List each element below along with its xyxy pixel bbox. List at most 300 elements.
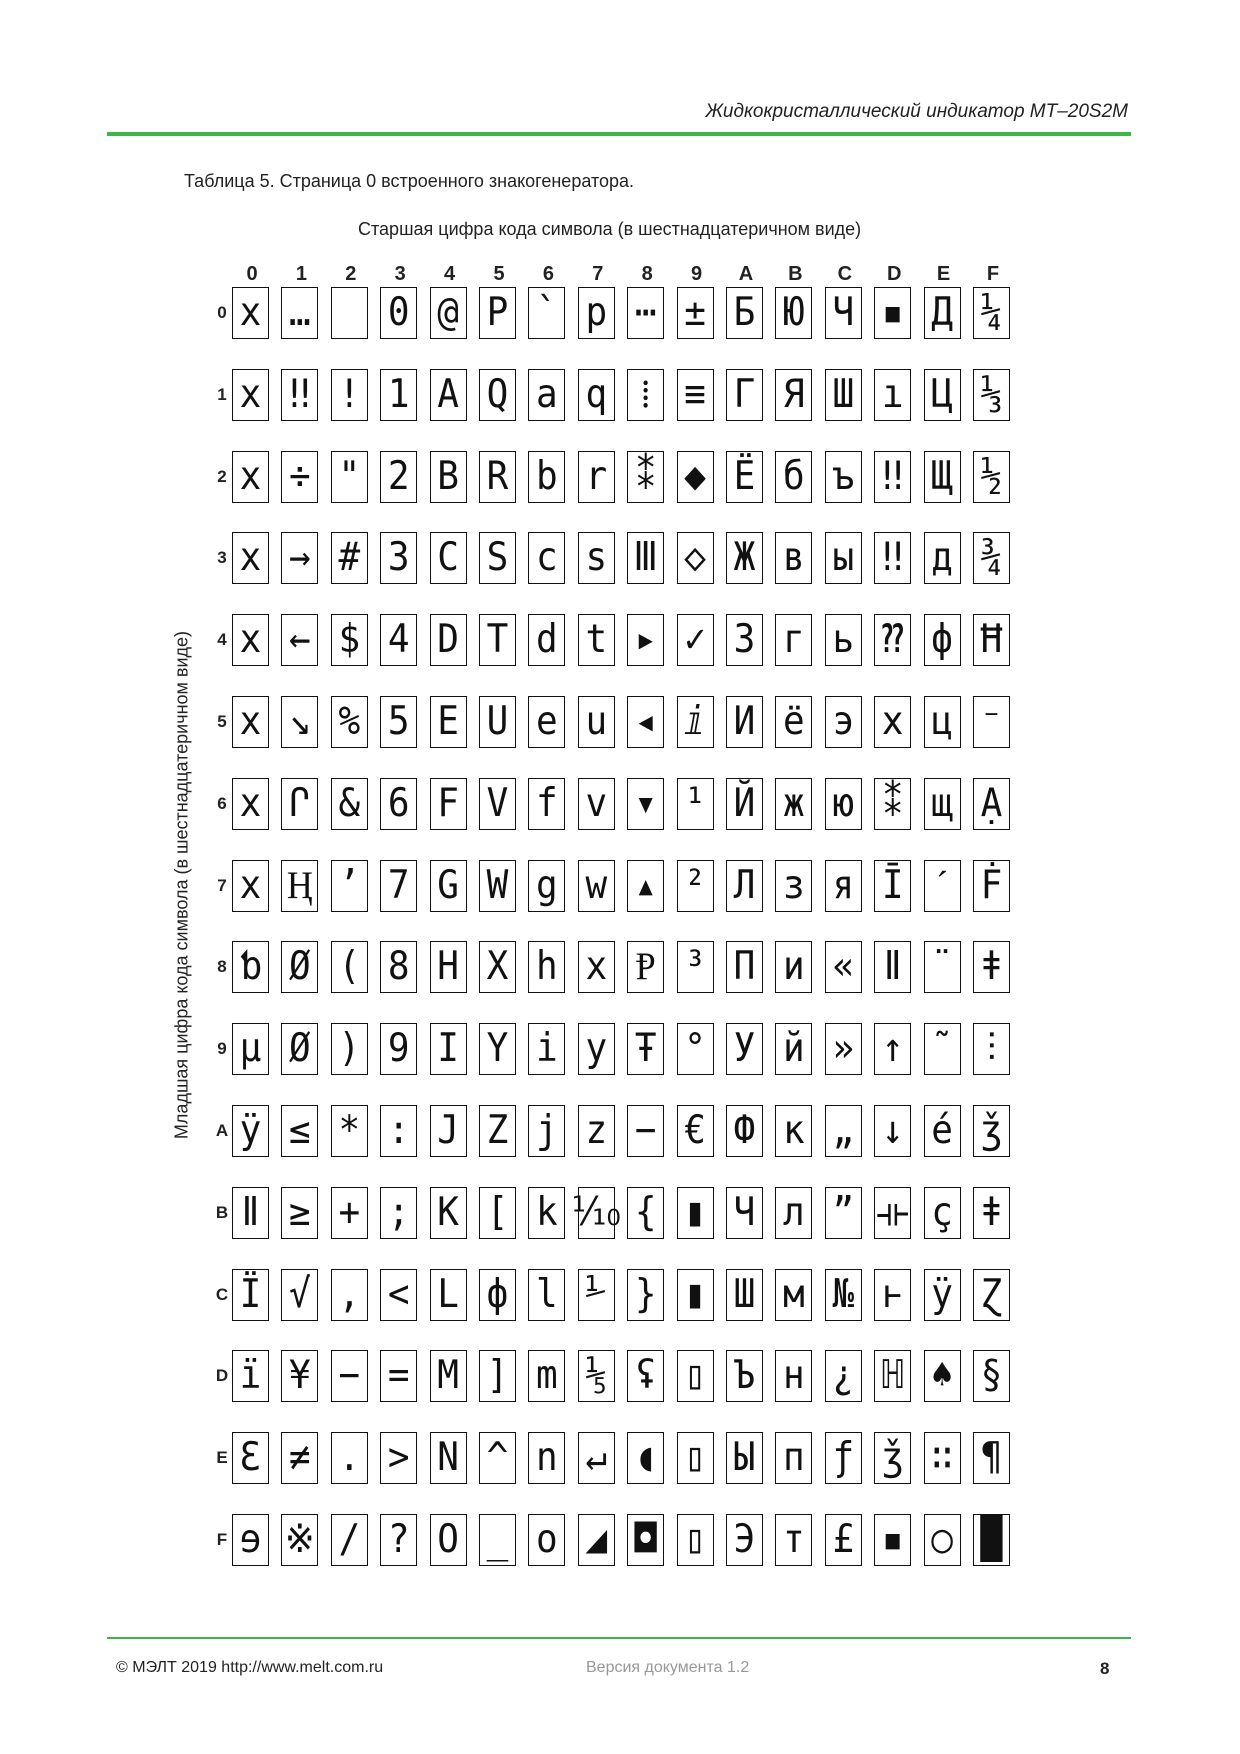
char-cell bbox=[331, 1350, 368, 1402]
char-cell bbox=[874, 860, 911, 912]
row-header: 9 bbox=[217, 1039, 227, 1059]
char-cell bbox=[430, 860, 467, 912]
char-cell bbox=[677, 287, 714, 339]
char-cell bbox=[331, 287, 368, 339]
char-cell bbox=[479, 941, 516, 993]
char-cell bbox=[775, 941, 812, 993]
char-glyph: И bbox=[733, 698, 756, 744]
char-cell bbox=[380, 1432, 417, 1484]
char-glyph: Ъ bbox=[733, 1353, 756, 1399]
char-glyph: ← bbox=[289, 617, 311, 663]
char-glyph: ф bbox=[486, 1271, 509, 1317]
char-glyph: Ч bbox=[733, 1189, 756, 1235]
char-glyph: ▯ bbox=[684, 1435, 706, 1481]
char-glyph: P bbox=[486, 289, 509, 335]
char-cell bbox=[528, 532, 565, 584]
char-glyph: ʢ bbox=[634, 1353, 657, 1399]
char-cell bbox=[726, 860, 763, 912]
char-cell bbox=[380, 532, 417, 584]
char-cell bbox=[430, 369, 467, 421]
char-cell bbox=[528, 1187, 565, 1239]
char-glyph: x bbox=[239, 371, 262, 417]
char-cell bbox=[924, 1350, 961, 1402]
char-glyph: : bbox=[387, 1107, 410, 1153]
char-cell bbox=[232, 1187, 269, 1239]
char-glyph: q bbox=[585, 371, 608, 417]
char-glyph: ½ bbox=[980, 453, 1003, 499]
row-header: 1 bbox=[217, 384, 227, 404]
char-glyph: ♠ bbox=[931, 1353, 953, 1399]
char-cell bbox=[528, 1023, 565, 1075]
char-glyph: Ы bbox=[733, 1435, 756, 1481]
char-glyph: █ bbox=[980, 1516, 1003, 1562]
char-glyph: ⅈ bbox=[684, 698, 706, 744]
char-cell bbox=[973, 369, 1010, 421]
char-cell bbox=[479, 696, 516, 748]
char-glyph: Ё bbox=[733, 453, 756, 499]
char-glyph: л bbox=[783, 1189, 805, 1235]
row-header: 4 bbox=[217, 630, 227, 650]
char-cell bbox=[430, 696, 467, 748]
char-cell bbox=[627, 532, 664, 584]
char-glyph: % bbox=[338, 698, 361, 744]
char-cell bbox=[677, 696, 714, 748]
char-cell bbox=[430, 1187, 467, 1239]
char-cell bbox=[825, 696, 862, 748]
char-glyph: Э bbox=[733, 1516, 756, 1562]
char-cell bbox=[726, 941, 763, 993]
char-glyph: x bbox=[239, 289, 262, 335]
char-glyph: ⅒ bbox=[571, 1189, 621, 1235]
row-axis-label-text: Младшая цифра кода символа (в шестнадцатеричном виде) bbox=[171, 630, 192, 1140]
char-cell bbox=[726, 778, 763, 830]
char-cell bbox=[825, 1269, 862, 1321]
char-glyph: Z bbox=[486, 1107, 509, 1153]
column-header: 4 bbox=[444, 263, 456, 285]
char-glyph: ◢ bbox=[585, 1516, 608, 1562]
char-cell bbox=[430, 778, 467, 830]
char-cell bbox=[331, 532, 368, 584]
char-glyph: ) bbox=[338, 1026, 361, 1072]
char-cell bbox=[973, 1350, 1010, 1402]
char-glyph: ⋯ bbox=[634, 289, 657, 335]
char-cell bbox=[479, 1187, 516, 1239]
char-cell bbox=[775, 1105, 812, 1157]
char-glyph: = bbox=[387, 1353, 410, 1399]
char-cell bbox=[825, 451, 862, 503]
char-glyph: „ bbox=[832, 1107, 855, 1153]
column-header: C bbox=[837, 263, 853, 285]
char-glyph: ц bbox=[931, 698, 953, 744]
char-glyph: 3 bbox=[387, 535, 410, 581]
char-cell bbox=[528, 287, 565, 339]
char-glyph: ç bbox=[931, 1189, 953, 1235]
char-glyph: ○ bbox=[931, 1516, 953, 1562]
char-cell bbox=[677, 1514, 714, 1566]
char-cell bbox=[825, 532, 862, 584]
char-cell bbox=[281, 860, 318, 912]
char-glyph: ± bbox=[684, 289, 706, 335]
char-glyph: E bbox=[437, 698, 459, 744]
char-cell bbox=[627, 1514, 664, 1566]
char-cell bbox=[232, 614, 269, 666]
char-cell bbox=[479, 860, 516, 912]
char-cell bbox=[528, 1514, 565, 1566]
char-glyph: u bbox=[585, 698, 608, 744]
char-cell bbox=[331, 1105, 368, 1157]
char-glyph: x bbox=[239, 453, 262, 499]
char-glyph: ж bbox=[783, 780, 805, 826]
footer-rule bbox=[107, 1637, 1131, 1639]
row-header: A bbox=[215, 1121, 229, 1140]
char-cell bbox=[479, 1514, 516, 1566]
char-cell bbox=[528, 369, 565, 421]
char-glyph: Д bbox=[931, 289, 953, 335]
char-cell bbox=[331, 696, 368, 748]
char-cell bbox=[380, 1269, 417, 1321]
char-glyph: v bbox=[585, 780, 608, 826]
char-glyph: и bbox=[783, 944, 805, 990]
char-cell bbox=[528, 614, 565, 666]
char-glyph: 9 bbox=[387, 1026, 410, 1072]
char-glyph: & bbox=[338, 780, 361, 826]
char-cell bbox=[874, 369, 911, 421]
char-cell bbox=[677, 1269, 714, 1321]
char-cell bbox=[479, 1105, 516, 1157]
char-glyph: Ạ bbox=[980, 780, 1003, 826]
char-cell bbox=[232, 1432, 269, 1484]
char-cell bbox=[232, 1350, 269, 1402]
char-cell bbox=[479, 369, 516, 421]
char-glyph: [ bbox=[486, 1189, 509, 1235]
char-glyph: я bbox=[832, 862, 855, 908]
page-number: 8 bbox=[1100, 1659, 1110, 1678]
char-glyph: ⁻ bbox=[980, 698, 1003, 744]
char-cell bbox=[430, 1350, 467, 1402]
char-cell bbox=[924, 778, 961, 830]
char-glyph: ɘ bbox=[239, 1516, 262, 1562]
char-cell bbox=[232, 778, 269, 830]
char-cell bbox=[479, 1023, 516, 1075]
char-cell bbox=[232, 696, 269, 748]
char-cell bbox=[825, 614, 862, 666]
char-cell bbox=[528, 941, 565, 993]
char-glyph: e bbox=[536, 698, 558, 744]
char-glyph: Ж bbox=[733, 535, 756, 581]
char-cell bbox=[874, 287, 911, 339]
char-cell bbox=[973, 1187, 1010, 1239]
char-cell bbox=[331, 941, 368, 993]
column-axis-label: Старшая цифра кода символа (в шестнадцатеричном виде) bbox=[358, 219, 862, 239]
row-header: E bbox=[216, 1448, 228, 1468]
char-glyph: c bbox=[536, 535, 558, 581]
char-glyph: ≠ bbox=[289, 1435, 311, 1481]
char-cell bbox=[973, 778, 1010, 830]
char-cell bbox=[232, 1514, 269, 1566]
char-glyph: ※ bbox=[284, 1516, 315, 1562]
char-cell bbox=[232, 1269, 269, 1321]
char-cell bbox=[232, 287, 269, 339]
row-header: 0 bbox=[217, 303, 227, 322]
char-cell bbox=[924, 614, 961, 666]
char-glyph: Ю bbox=[783, 289, 805, 335]
char-cell bbox=[627, 778, 664, 830]
char-cell bbox=[578, 1269, 615, 1321]
char-cell bbox=[825, 1350, 862, 1402]
char-cell bbox=[578, 1514, 615, 1566]
char-cell bbox=[973, 614, 1010, 666]
char-cell bbox=[726, 287, 763, 339]
char-glyph: п bbox=[783, 1435, 805, 1481]
char-cell bbox=[874, 1350, 911, 1402]
char-cell bbox=[232, 451, 269, 503]
char-cell bbox=[825, 1187, 862, 1239]
char-glyph: x bbox=[585, 944, 608, 990]
char-glyph: F bbox=[437, 780, 459, 826]
char-cell bbox=[924, 1187, 961, 1239]
char-cell bbox=[430, 1105, 467, 1157]
char-glyph: Й bbox=[733, 780, 756, 826]
char-glyph: ” bbox=[832, 1189, 855, 1235]
column-header: 2 bbox=[345, 263, 357, 285]
char-cell bbox=[627, 1432, 664, 1484]
char-cell bbox=[281, 1432, 318, 1484]
char-glyph: R bbox=[486, 453, 509, 499]
char-cell bbox=[775, 696, 812, 748]
char-glyph: r bbox=[585, 453, 608, 499]
char-glyph: 0 bbox=[387, 289, 410, 335]
char-cell bbox=[281, 778, 318, 830]
char-cell bbox=[973, 1432, 1010, 1484]
char-cell bbox=[677, 860, 714, 912]
char-glyph: a bbox=[536, 371, 558, 417]
char-glyph: j bbox=[536, 1107, 558, 1153]
row-header: 5 bbox=[217, 712, 227, 731]
char-glyph: П bbox=[733, 944, 756, 990]
char-cell bbox=[627, 696, 664, 748]
char-glyph: … bbox=[289, 289, 311, 335]
char-cell bbox=[775, 287, 812, 339]
char-glyph: Ш bbox=[733, 1271, 756, 1317]
char-cell bbox=[677, 941, 714, 993]
char-glyph: é bbox=[931, 1107, 953, 1153]
char-glyph: ф bbox=[931, 617, 953, 663]
char-glyph: » bbox=[832, 1026, 855, 1072]
char-glyph: ! bbox=[338, 371, 361, 417]
char-glyph: ˜ bbox=[931, 1026, 953, 1072]
char-cell bbox=[924, 451, 961, 503]
column-header: D bbox=[886, 263, 902, 285]
char-glyph: ⫶ bbox=[987, 1026, 996, 1072]
char-cell bbox=[578, 451, 615, 503]
char-glyph: 6 bbox=[387, 780, 410, 826]
char-glyph: ⅟ bbox=[585, 1271, 608, 1317]
char-glyph: S bbox=[486, 535, 509, 581]
char-glyph: " bbox=[338, 453, 361, 499]
char-glyph: 7 bbox=[387, 862, 410, 908]
char-cell bbox=[380, 696, 417, 748]
char-glyph: ⅓ bbox=[980, 371, 1003, 417]
char-glyph: d bbox=[536, 617, 558, 663]
char-glyph: Ф bbox=[733, 1107, 756, 1153]
char-cell bbox=[430, 287, 467, 339]
char-cell bbox=[430, 1514, 467, 1566]
char-glyph: ⱶ bbox=[881, 1271, 904, 1317]
char-cell bbox=[331, 369, 368, 421]
char-glyph: ( bbox=[338, 944, 361, 990]
char-cell bbox=[775, 451, 812, 503]
char-glyph: I bbox=[437, 1026, 459, 1072]
char-cell bbox=[924, 696, 961, 748]
char-cell bbox=[677, 451, 714, 503]
char-glyph: э bbox=[832, 698, 855, 744]
char-cell bbox=[380, 614, 417, 666]
char-glyph: L bbox=[437, 1271, 459, 1317]
char-cell bbox=[528, 1105, 565, 1157]
char-cell bbox=[281, 369, 318, 421]
char-cell bbox=[825, 1514, 862, 1566]
char-cell bbox=[578, 860, 615, 912]
char-cell bbox=[232, 860, 269, 912]
char-glyph: W bbox=[486, 862, 509, 908]
char-cell bbox=[380, 451, 417, 503]
char-cell bbox=[973, 1514, 1010, 1566]
char-cell bbox=[677, 369, 714, 421]
char-cell bbox=[627, 1105, 664, 1157]
char-glyph: O bbox=[437, 1516, 459, 1562]
char-glyph: Ɀ bbox=[980, 1271, 1003, 1317]
char-cell bbox=[874, 778, 911, 830]
char-cell bbox=[380, 369, 417, 421]
char-cell bbox=[578, 1105, 615, 1157]
column-header: A bbox=[738, 263, 754, 285]
char-glyph: G bbox=[437, 862, 459, 908]
char-glyph: { bbox=[634, 1189, 657, 1235]
char-glyph: h bbox=[536, 944, 558, 990]
char-cell bbox=[775, 1350, 812, 1402]
char-glyph: } bbox=[634, 1271, 657, 1317]
char-glyph: ǯ bbox=[980, 1107, 1003, 1153]
char-cell bbox=[874, 696, 911, 748]
char-glyph: x bbox=[239, 535, 262, 581]
char-glyph: / bbox=[338, 1516, 361, 1562]
char-glyph: Ᵽ bbox=[635, 944, 656, 990]
char-glyph: ◇ bbox=[684, 535, 706, 581]
char-cell bbox=[232, 532, 269, 584]
char-glyph: ⁑ bbox=[636, 453, 655, 499]
char-glyph: Ŧ bbox=[634, 1026, 657, 1072]
char-glyph: Ⅱ bbox=[883, 944, 902, 990]
char-glyph: * bbox=[338, 1107, 361, 1153]
char-cell bbox=[726, 1187, 763, 1239]
char-cell bbox=[331, 1187, 368, 1239]
char-cell bbox=[874, 614, 911, 666]
char-glyph: z bbox=[585, 1107, 608, 1153]
char-glyph: n bbox=[536, 1435, 558, 1481]
char-glyph: ∷ bbox=[931, 1435, 953, 1481]
char-cell bbox=[677, 532, 714, 584]
char-cell bbox=[973, 1023, 1010, 1075]
char-glyph: ° bbox=[684, 1026, 706, 1072]
char-cell bbox=[677, 778, 714, 830]
char-glyph: b bbox=[536, 453, 558, 499]
char-glyph: ï bbox=[239, 1353, 262, 1399]
char-glyph: б bbox=[783, 453, 805, 499]
row-header: 7 bbox=[217, 875, 227, 895]
char-glyph: ǯ bbox=[881, 1435, 904, 1481]
char-glyph: ’ bbox=[338, 862, 361, 908]
char-cell bbox=[232, 369, 269, 421]
char-cell bbox=[874, 1269, 911, 1321]
char-glyph: > bbox=[387, 1435, 410, 1481]
char-glyph: Ħ bbox=[980, 617, 1003, 663]
char-cell bbox=[973, 941, 1010, 993]
char-cell bbox=[677, 1023, 714, 1075]
column-header: 5 bbox=[493, 263, 505, 285]
char-cell bbox=[874, 1514, 911, 1566]
char-cell bbox=[281, 287, 318, 339]
char-cell bbox=[775, 1187, 812, 1239]
char-glyph: ▾ bbox=[634, 780, 657, 826]
char-cell bbox=[627, 860, 664, 912]
char-cell bbox=[973, 1105, 1010, 1157]
char-cell bbox=[430, 1269, 467, 1321]
char-glyph: § bbox=[980, 1353, 1003, 1399]
char-glyph: ¨ bbox=[931, 944, 953, 990]
char-cell bbox=[874, 532, 911, 584]
char-cell bbox=[281, 941, 318, 993]
char-cell bbox=[627, 1187, 664, 1239]
page-header-title: Жидкокристаллический индикатор MT–20S2M bbox=[705, 101, 1128, 122]
char-cell bbox=[528, 696, 565, 748]
column-header: 6 bbox=[542, 263, 554, 285]
row-header: 8 bbox=[217, 957, 227, 977]
char-cell bbox=[479, 614, 516, 666]
char-glyph: ы bbox=[832, 535, 855, 581]
char-glyph: V bbox=[486, 780, 509, 826]
char-glyph: Б bbox=[733, 289, 756, 335]
char-cell bbox=[973, 287, 1010, 339]
row-header: 6 bbox=[217, 793, 227, 813]
char-glyph: Ø bbox=[289, 1026, 311, 1072]
char-cell bbox=[232, 1023, 269, 1075]
footer-copyright: © МЭЛТ 2019 http://www.melt.com.ru bbox=[116, 1659, 384, 1676]
char-cell bbox=[578, 696, 615, 748]
char-cell bbox=[726, 1514, 763, 1566]
row-header: 3 bbox=[217, 548, 227, 568]
char-cell bbox=[380, 1023, 417, 1075]
char-cell bbox=[380, 1350, 417, 1402]
row-header: D bbox=[215, 1366, 229, 1386]
table-caption: Таблица 5. Страница 0 встроенного знакогенератора. bbox=[184, 171, 635, 191]
char-cell bbox=[479, 778, 516, 830]
char-glyph: 8 bbox=[387, 944, 410, 990]
char-glyph: ▯ bbox=[684, 1516, 706, 1562]
char-cell bbox=[430, 532, 467, 584]
char-glyph: ◖ bbox=[634, 1435, 657, 1481]
char-glyph: s bbox=[585, 535, 608, 581]
char-glyph: N bbox=[437, 1435, 459, 1481]
char-glyph: г bbox=[783, 617, 805, 663]
char-glyph: ⁞ bbox=[640, 371, 651, 417]
char-cell bbox=[627, 614, 664, 666]
char-glyph: ▯ bbox=[684, 1353, 706, 1399]
char-cell bbox=[726, 1269, 763, 1321]
char-cell bbox=[924, 532, 961, 584]
char-glyph: ‼ bbox=[881, 453, 904, 499]
column-header: 8 bbox=[641, 263, 653, 285]
char-glyph: Ⱨ bbox=[286, 862, 313, 908]
